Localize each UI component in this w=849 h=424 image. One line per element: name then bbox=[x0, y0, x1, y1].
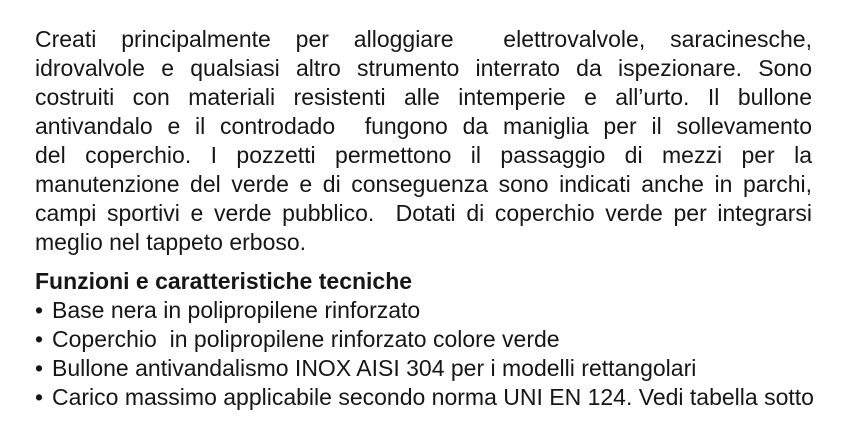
bullet-icon: • bbox=[35, 384, 44, 410]
paragraph-line: idrovalvole e qualsiasi altro strumento interrato da ispezionare. Sono bbox=[35, 55, 812, 81]
list-item bbox=[35, 296, 812, 325]
list-item bbox=[35, 383, 812, 412]
paragraph-line: del coperchio. I pozzetti permettono il passaggio di mezzi per la bbox=[35, 142, 812, 168]
list-item bbox=[35, 354, 812, 383]
list-item-text: Bullone antivandalismo INOX AISI 304 per i modelli rettangolari bbox=[52, 355, 697, 381]
paragraph-line: Creati principalmente per alloggiare elettrovalvole, saracinesche, bbox=[35, 26, 812, 52]
paragraph-line: meglio nel tappeto erboso. bbox=[35, 229, 307, 255]
bullet-icon: • bbox=[35, 355, 44, 381]
intro-paragraph bbox=[35, 25, 812, 257]
bullet-icon: • bbox=[35, 297, 44, 323]
paragraph-line: costruiti con materiali resistenti alle intemperie e all’urto. Il bullone bbox=[35, 84, 812, 110]
document-page bbox=[35, 25, 812, 412]
bullet-icon: • bbox=[35, 326, 44, 352]
paragraph-line: manutenzione del verde e di conseguenza sono indicati anche in parchi, bbox=[35, 171, 812, 197]
paragraph-line: antivandalo e il controdado fungono da maniglia per il sollevamento bbox=[35, 113, 812, 139]
paragraph-line: campi sportivi e verde pubblico. Dotati di coperchio verde per integrarsi bbox=[35, 200, 812, 226]
list-item bbox=[35, 325, 812, 354]
features-list bbox=[35, 296, 812, 412]
features-heading: Funzioni e caratteristiche tecniche bbox=[35, 268, 413, 294]
list-item-text: Base nera in polipropilene rinforzato bbox=[52, 297, 421, 323]
list-item-text: Coperchio in polipropilene rinforzato colore verde bbox=[52, 326, 560, 352]
list-item-text: Carico massimo applicabile secondo norma UNI EN 124. Vedi tabella sotto bbox=[52, 384, 814, 410]
